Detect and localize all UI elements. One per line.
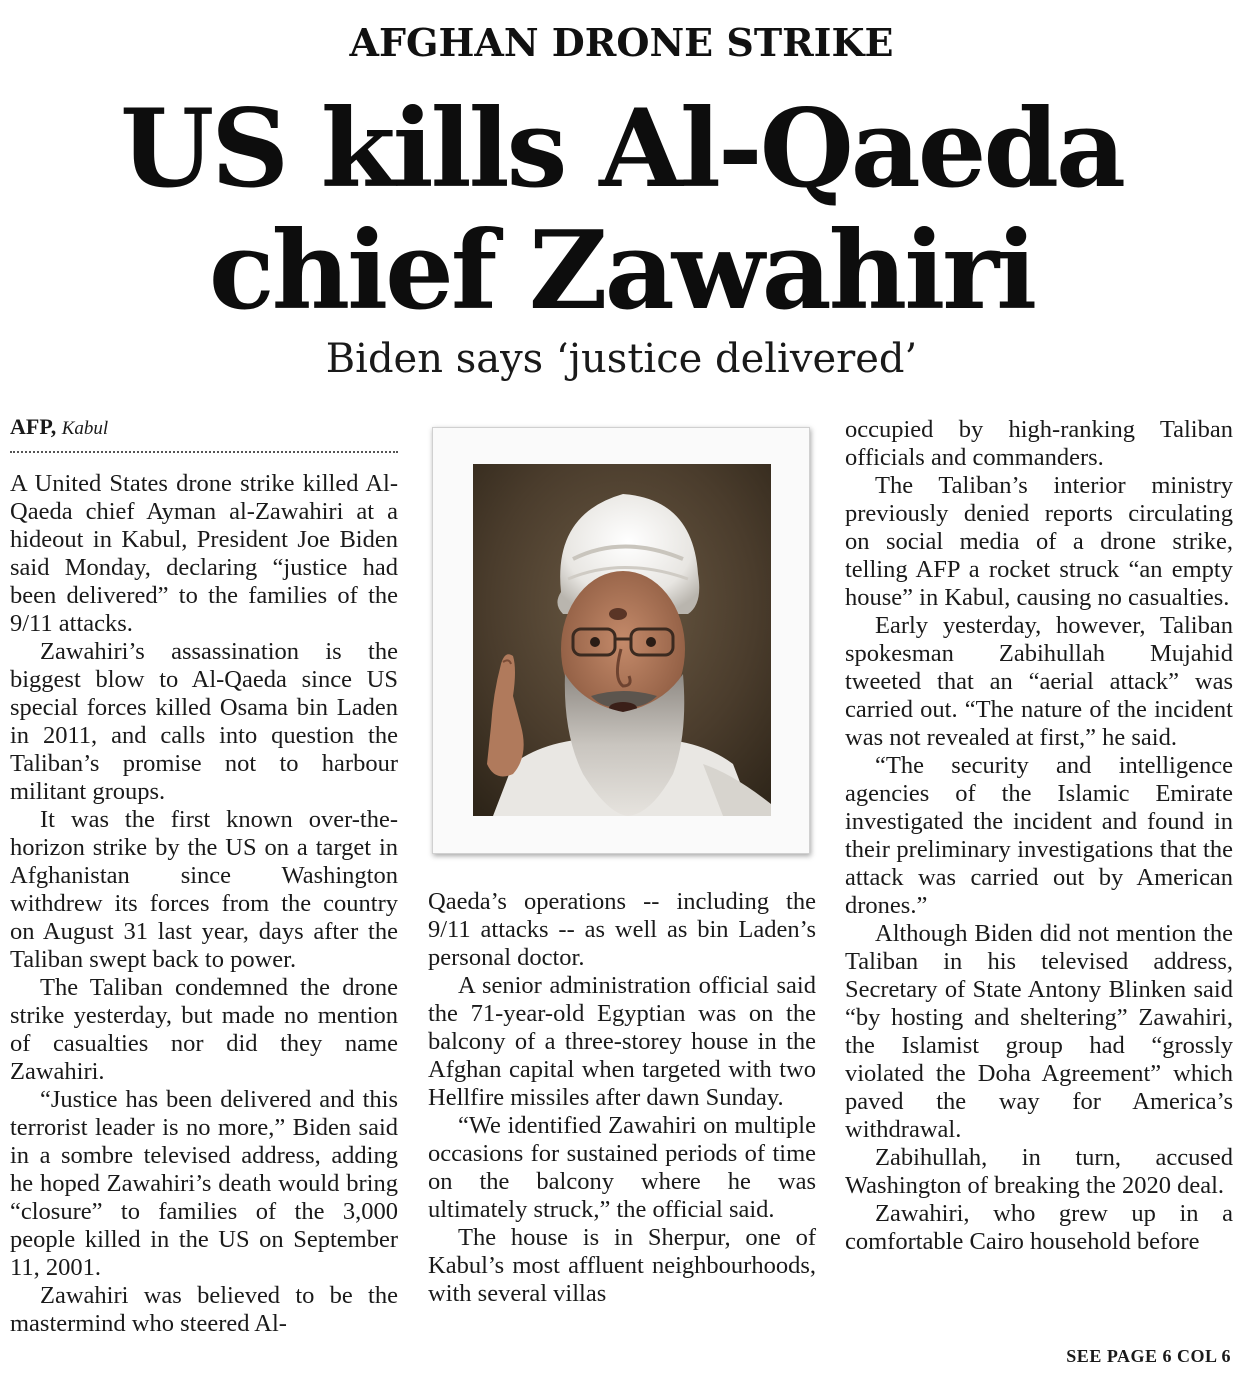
- continuation-jump-label: SEE PAGE 6 COL 6: [1066, 1346, 1231, 1366]
- paragraph: “The security and intelligence agencies of the Islamic Emirate investigated the incident and found in their preliminary investigations that the attack was carried out by American drones.”: [845, 752, 1233, 919]
- headline-line-1: US kills Al-Qaeda: [119, 86, 1123, 212]
- paragraph: A United States drone strike killed Al-Qaeda chief Ayman al-Zawahiri at a hideout in Kabul, President Joe Biden said Monday, declaring “justice had been delivered” to the families of the 9/11 attacks.: [10, 470, 398, 637]
- paragraph: “We identified Zawahiri on multiple occasions for sustained periods of time on the balcony where he was ultimately struck,” the official said.: [428, 1112, 816, 1223]
- article-column-2: [428, 888, 816, 1308]
- paragraph: “Justice has been delivered and this terrorist leader is no more,” Biden said in a sombre televised address, adding he hoped Zawahiri’s death would bring “closure” to families of the 3,000 people killed in the US on September 11, 2001.: [10, 1086, 398, 1281]
- paragraph: The Taliban condemned the drone strike yesterday, but made no mention of casualties nor did they name Zawahiri.: [10, 974, 398, 1085]
- byline-location: Kabul: [61, 418, 109, 439]
- kicker-label: AFGHAN DRONE STRIKE: [349, 20, 894, 65]
- paragraph: Zawahiri was believed to be the mastermind who steered Al-: [10, 1282, 398, 1337]
- paragraph: Zawahiri, who grew up in a comfortable Cairo household before: [845, 1200, 1233, 1255]
- paragraph: Zabihullah, in turn, accused Washington of breaking the 2020 deal.: [845, 1144, 1233, 1199]
- paragraph: occupied by high-ranking Taliban officials and commanders.: [845, 416, 1233, 471]
- article-column-1: [10, 470, 398, 1338]
- byline-agency: AFP,: [10, 414, 57, 439]
- paragraph: Early yesterday, however, Taliban spokesman Zabihullah Mujahid tweeted that an “aerial attack” was carried out. “The nature of the incident was not revealed at first,” he said.: [845, 612, 1233, 751]
- photo-frame: [432, 427, 810, 854]
- paragraph: Zawahiri’s assassination is the biggest blow to Al-Qaeda since US special forces killed Osama bin Laden in 2011, and calls into question the Taliban’s promise not to harbour militant groups.: [10, 638, 398, 805]
- headline: [0, 88, 1243, 332]
- byline-divider: [10, 451, 398, 453]
- paragraph: A senior administration official said the 71-year-old Egyptian was on the balcony of a three-storey house in the Afghan capital when targeted with two Hellfire missiles after dawn Sunday.: [428, 972, 816, 1111]
- paragraph: It was the first known over-the-horizon strike by the US on a target in Afghanistan since Washington withdrew its forces from the country on August 31 last year, days after the Taliban swept back to power.: [10, 806, 398, 973]
- article-column-3: [845, 416, 1233, 1256]
- subheadline: Biden says ‘justice delivered’: [325, 336, 918, 382]
- portrait-photo-icon: [473, 464, 771, 816]
- byline: [10, 414, 400, 440]
- headline-line-2: chief Zawahiri: [208, 208, 1035, 334]
- paragraph: The house is in Sherpur, one of Kabul’s most affluent neighbourhoods, with several villas: [428, 1224, 816, 1307]
- paragraph: Although Biden did not mention the Taliban in his televised address, Secretary of State Antony Blinken said “by hosting and sheltering” Zawahiri, the Islamist group had “grossly violated the Doha Agreement” which paved the way for America’s withdrawal.: [845, 920, 1233, 1143]
- paragraph: Qaeda’s operations -- including the 9/11 attacks -- as well as bin Laden’s personal doctor.: [428, 888, 816, 971]
- paragraph: The Taliban’s interior ministry previously denied reports circulating on social media of a drone strike, telling AFP a rocket struck “an empty house” in Kabul, causing no casualties.: [845, 472, 1233, 611]
